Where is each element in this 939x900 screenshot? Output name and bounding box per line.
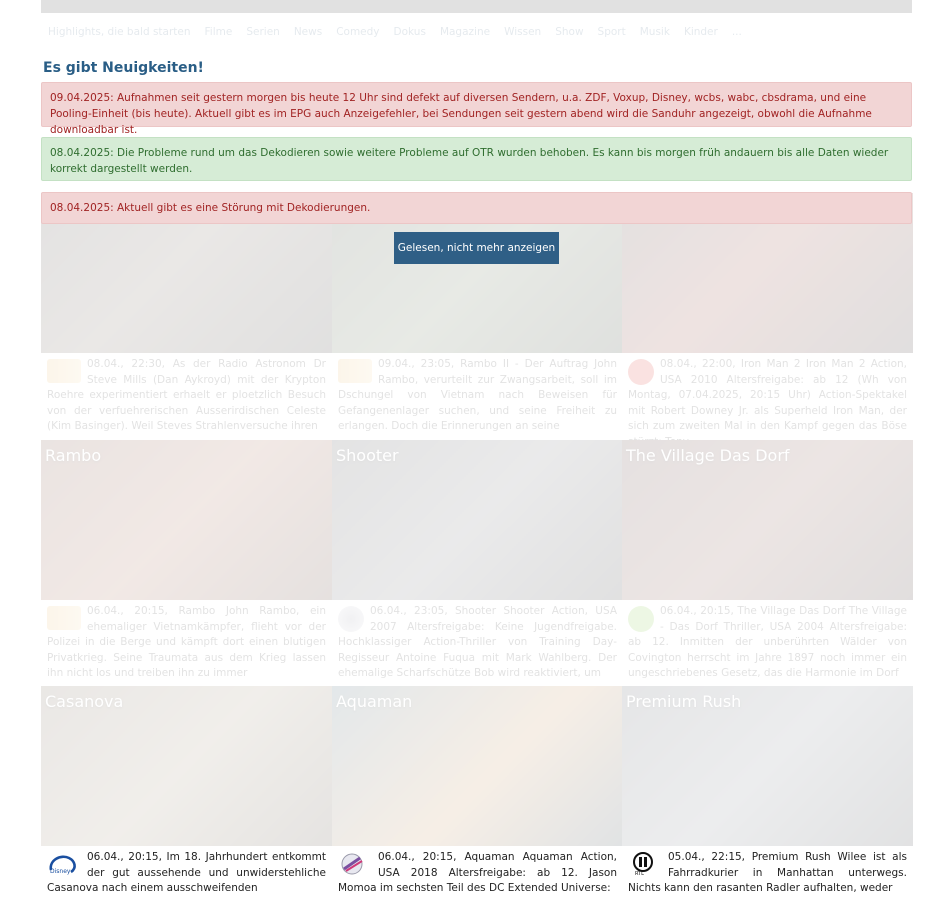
svg-text:RTL: RTL [635, 871, 644, 877]
movie-description: Disney 06.04., 20:15, Im 18. Jahrhundert entkommt der gut aussehende und unwiderstehliche Casanova nach einem ausschweifenden [47, 851, 326, 894]
movie-card-info [41, 846, 332, 900]
movie-card-info [622, 846, 913, 900]
movie-card-info [332, 846, 623, 900]
news-notification [41, 55, 912, 264]
rtl2-logo [628, 852, 662, 876]
news-title: Es gibt Neuigkeiten! [43, 60, 204, 76]
disney-channel-logo [47, 852, 81, 876]
alert-danger: 08.04.2025: Aktuell gibt es eine Störung mit Dekodierungen. [41, 192, 912, 224]
dismiss-news-button[interactable]: Gelesen, nicht mehr anzeigen [394, 232, 559, 264]
movie-description: RTL 05.04., 22:15, Premium Rush Wilee ist als Fahrradkurier in Manhattan unterwegs. Nichts kann den rasanten Radler aufhalten, weder [628, 851, 907, 894]
alert-danger: 09.04.2025: Aufnahmen seit gestern morgen bis heute 12 Uhr sind defekt auf diversen Sendern, u.a. ZDF, Voxup, Disney, wcbs, wabc, cbsdrama, und eine Pooling-Einheit (bis heute). Aktuell gibt es im EPG auch Anzeigefehler, bei Sendungen seit gestern abend wird die Sanduhr angezeigt, obwohl die Aufnahme downloadbar ist. [41, 82, 912, 127]
svg-text:Disney: Disney [50, 868, 71, 875]
sixx-logo [338, 852, 372, 876]
alert-success: 08.04.2025: Die Probleme rund um das Dekodieren sowie weitere Probleme auf OTR wurden behoben. Es kann bis morgen früh andauern bis alle Daten wieder korrekt dargestellt werden. [41, 137, 912, 181]
movie-description: 06.04., 20:15, Aquaman Aquaman Action, USA 2018 Altersfreigabe: ab 12. Jason Momoa im sechsten Teil des DC Extended Universe: [338, 851, 617, 894]
